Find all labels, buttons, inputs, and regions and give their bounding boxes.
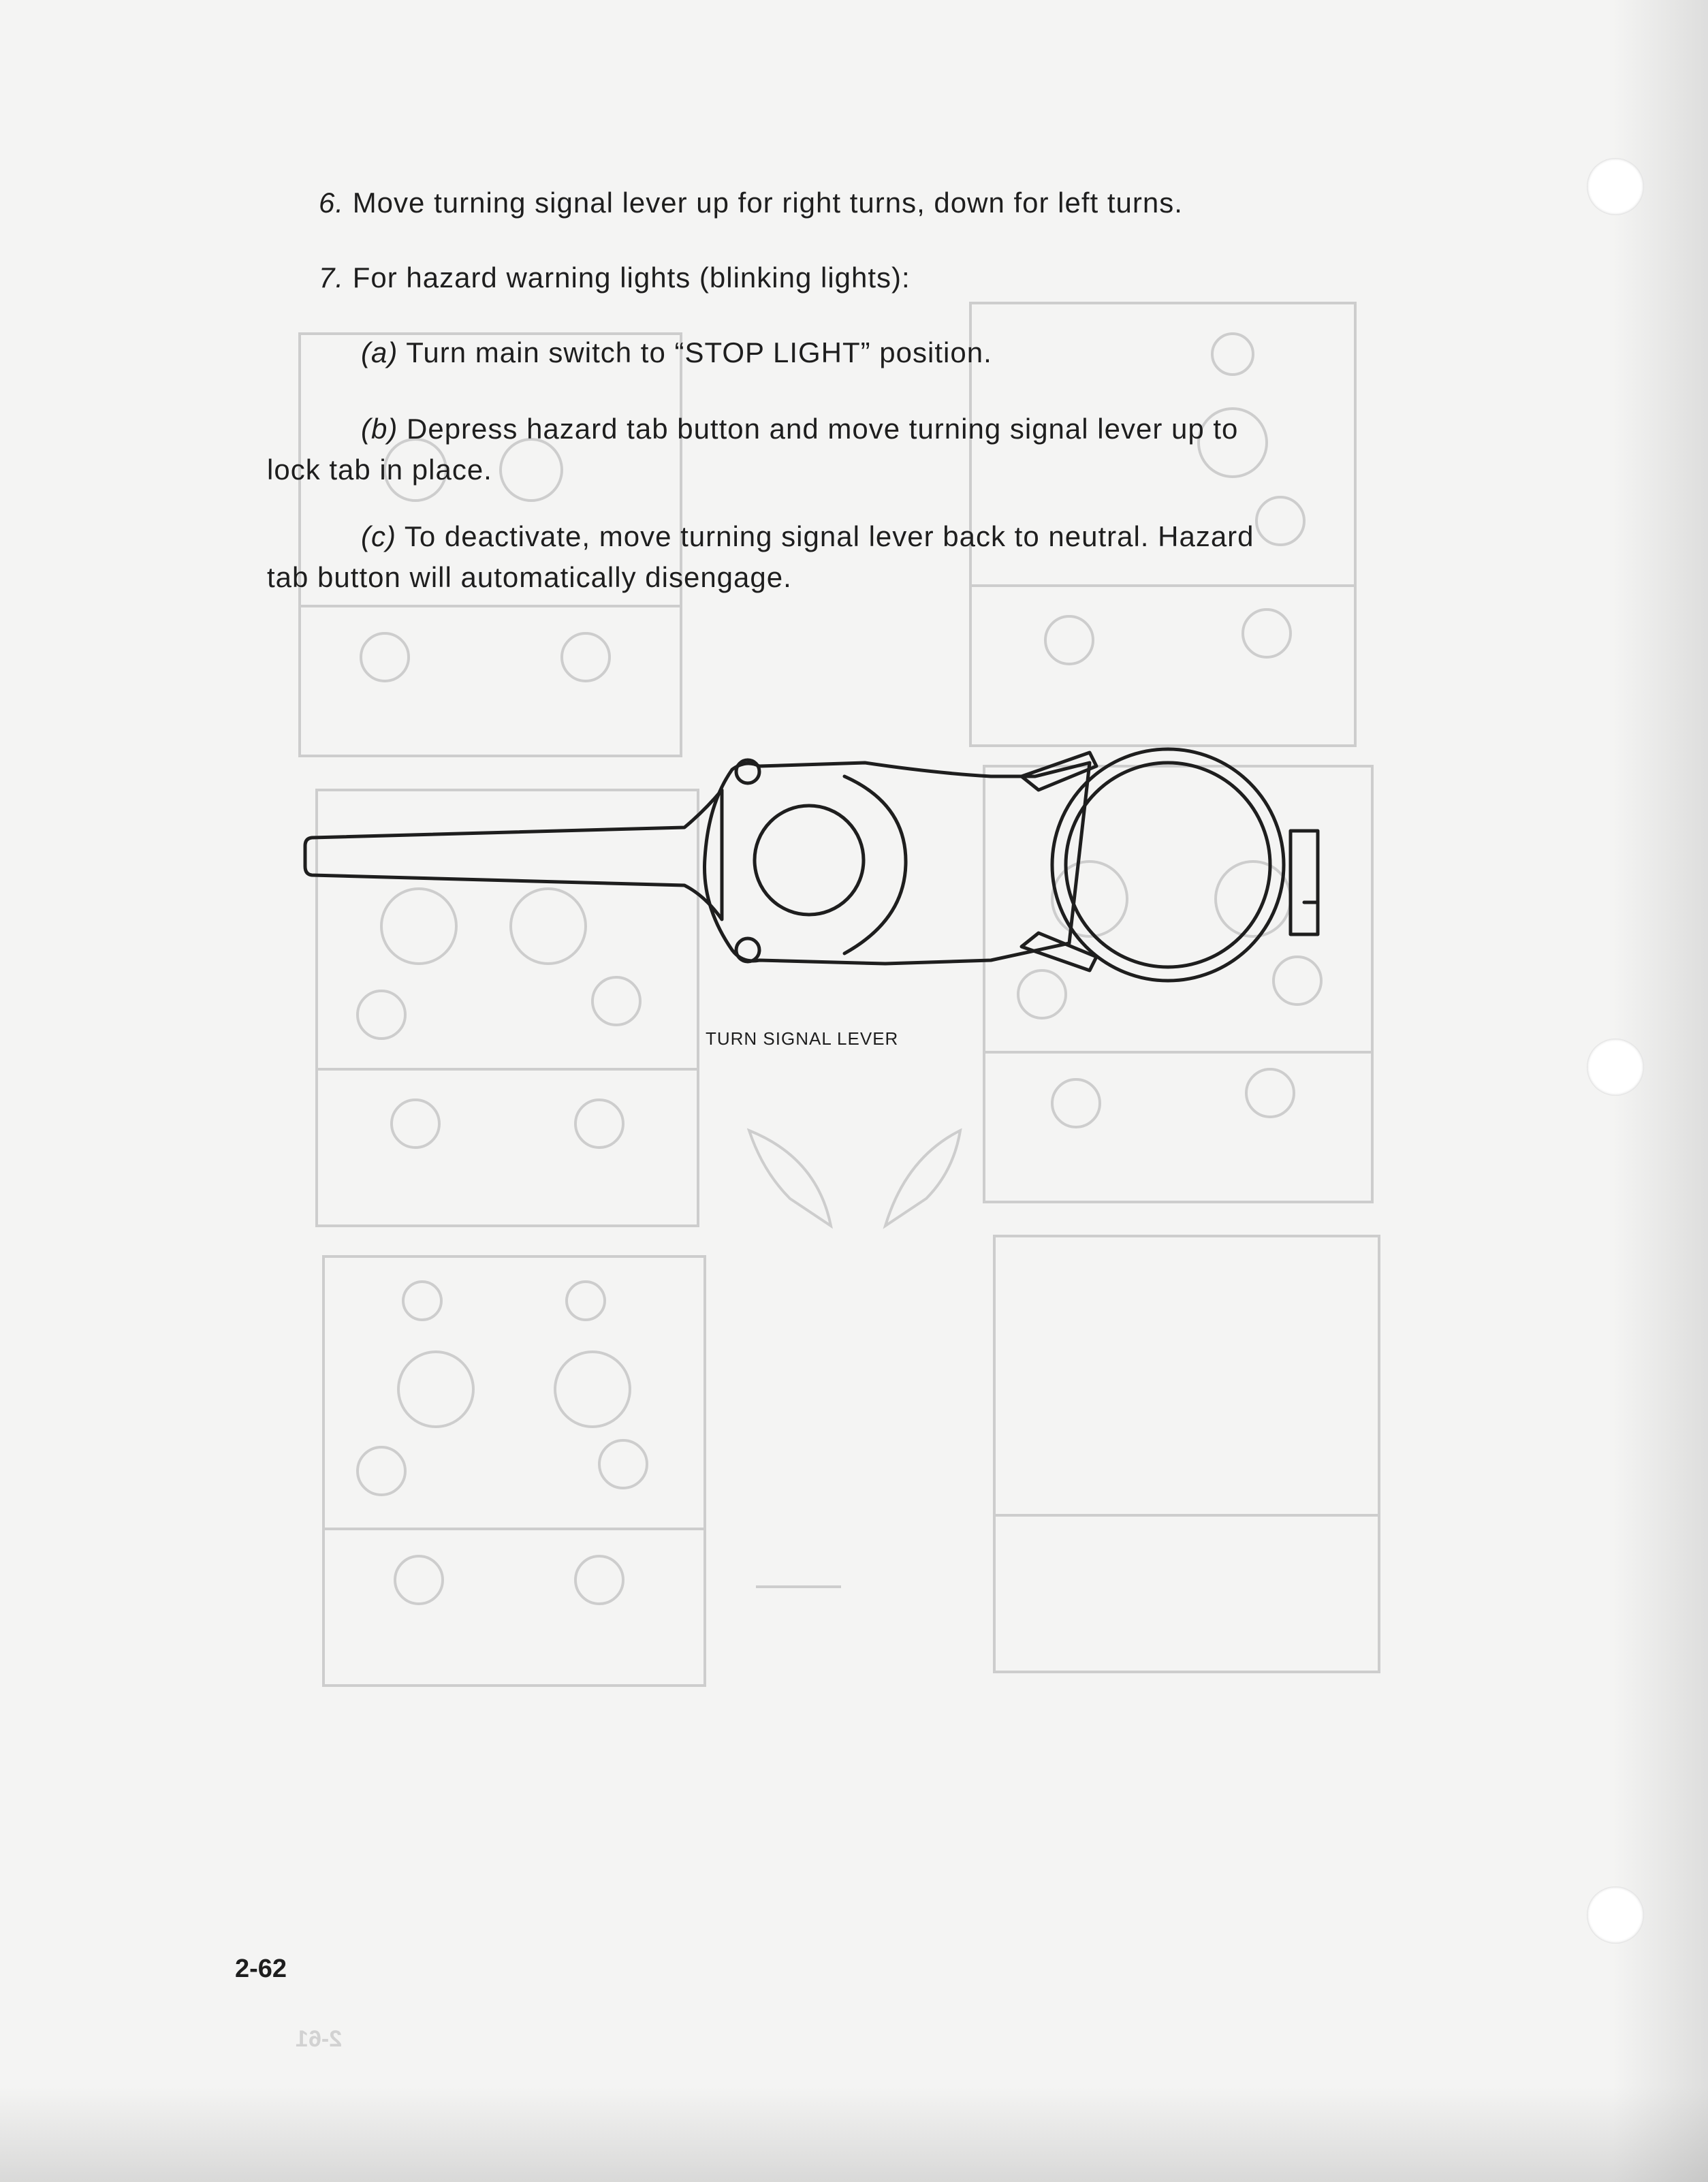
step-number: (b) bbox=[361, 413, 398, 445]
page-number: 2-62 bbox=[235, 1955, 287, 1983]
turn-signal-lever-label: TURN SIGNAL LEVER bbox=[706, 1028, 899, 1049]
instruction-step-6 bbox=[319, 183, 1183, 223]
step-number: (c) bbox=[361, 520, 396, 552]
clamp-ring-outer bbox=[1052, 749, 1284, 981]
step-text: Depress hazard tab button and move turning signal lever up to lock tab in place. bbox=[267, 413, 1239, 486]
step-text: For hazard warning lights (blinking lights): bbox=[344, 262, 911, 294]
instruction-step-7c bbox=[267, 516, 1370, 598]
instruction-step-7b bbox=[267, 409, 1370, 490]
step-text: Turn main switch to “STOP LIGHT” position. bbox=[398, 336, 992, 368]
clamp-ring-inner bbox=[1066, 763, 1270, 967]
bleed-through-page-number: 2-61 bbox=[296, 2026, 343, 2052]
switch-housing bbox=[705, 763, 1090, 964]
lever-arm bbox=[305, 790, 722, 919]
step-number: 6. bbox=[319, 187, 345, 219]
clamp-tab bbox=[1291, 831, 1318, 934]
collar-band-bottom bbox=[1022, 933, 1096, 970]
instruction-step-7 bbox=[319, 257, 911, 298]
instruction-step-7a bbox=[361, 332, 992, 373]
housing-ring-inner bbox=[755, 806, 864, 915]
step-number: (a) bbox=[361, 336, 398, 368]
mount-hole-bottom bbox=[736, 938, 759, 962]
step-number: 7. bbox=[319, 262, 345, 294]
step-text: To deactivate, move turning signal lever back to neutral. Hazard tab button will automatically disengage. bbox=[267, 520, 1254, 593]
step-text: Move turning signal lever up for right turns, down for left turns. bbox=[344, 187, 1183, 219]
housing-ring-edge bbox=[844, 776, 906, 953]
